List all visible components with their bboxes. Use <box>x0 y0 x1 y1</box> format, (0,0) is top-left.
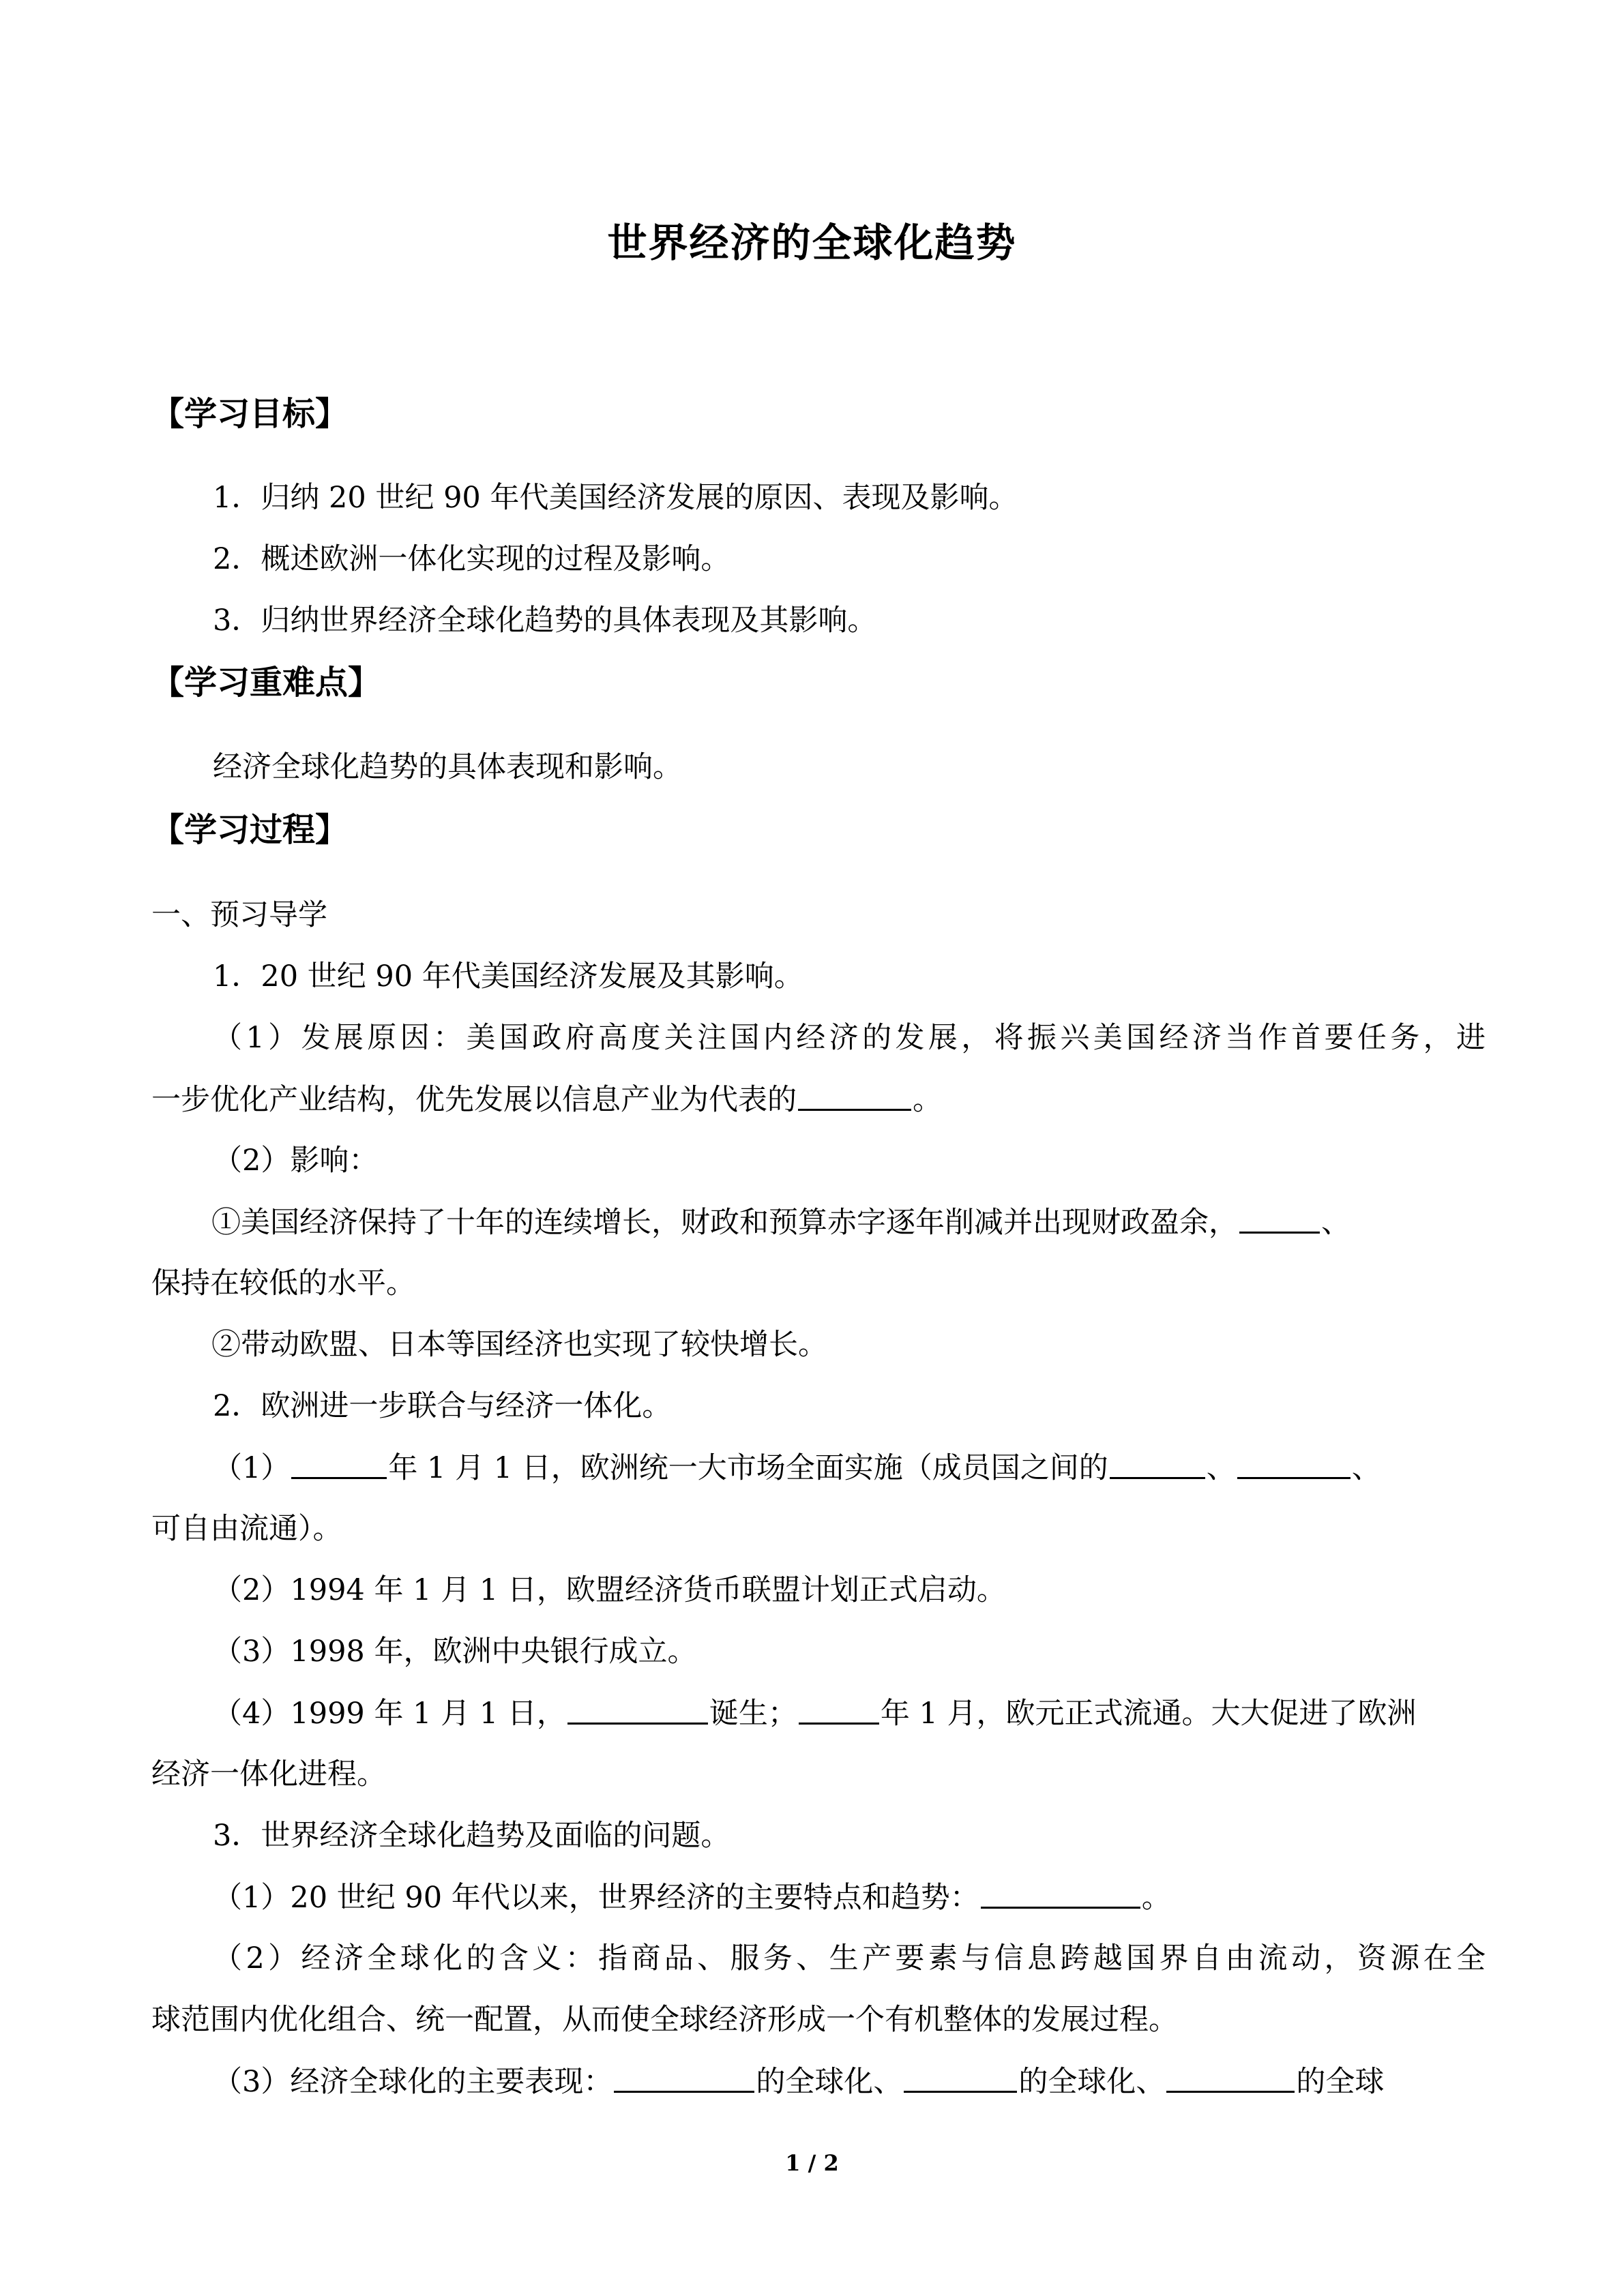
part1-title: 一、预习导学 <box>151 898 327 932</box>
item1-2-1-text: ①美国经济保持了十年的连续增长，财政和预算赤字逐年削减并出现财政盈余， <box>211 1206 1238 1240</box>
item3-3 <box>213 2061 1384 2102</box>
fill-in-blank[interactable] <box>291 1447 387 1479</box>
objective-item-2: 2．概述欧洲一体化实现的过程及影响。 <box>213 542 730 576</box>
page-number: 1 / 2 <box>785 2150 839 2176</box>
item1-2-2: ②带动欧盟、日本等国经济也实现了较快增长。 <box>211 1328 827 1362</box>
item2-4-start: （4）1999 年 1 月 1 日， <box>213 1697 566 1731</box>
fill-in-blank[interactable] <box>904 2061 1017 2093</box>
fill-in-blank[interactable] <box>798 1079 911 1111</box>
item1-2-1-line1 <box>211 1202 1350 1243</box>
fill-in-blank[interactable] <box>1239 1202 1320 1234</box>
objective-item-3: 3．归纳世界经济全球化趋势的具体表现及其影响。 <box>213 603 877 638</box>
fill-in-blank[interactable] <box>1166 2061 1295 2093</box>
item2-4-line2: 经济一体化进程。 <box>151 1757 386 1791</box>
fill-in-blank[interactable] <box>799 1693 879 1725</box>
item3-2-line2: 球范围内优化组合、统一配置，从而使全球经济形成一个有机整体的发展过程。 <box>151 2003 1178 2037</box>
item3-3-a: 的全球化、 <box>756 2065 903 2099</box>
item2-2: （2）1994 年 1 月 1 日，欧盟经济货币联盟计划正式启动。 <box>213 1573 1006 1607</box>
item3-1 <box>213 1877 1171 1918</box>
item2-title: 2．欧洲进一步联合与经济一体化。 <box>213 1389 672 1423</box>
item3-title: 3．世界经济全球化趋势及面临的问题。 <box>213 1819 730 1853</box>
item2-1-end: 、 <box>1351 1451 1381 1485</box>
fill-in-blank[interactable] <box>567 1693 708 1725</box>
keypoints-text: 经济全球化趋势的具体表现和影响。 <box>213 750 682 784</box>
fill-in-blank[interactable] <box>614 2061 754 2093</box>
item2-1-line1 <box>213 1447 1381 1489</box>
item2-4-line1 <box>213 1693 1417 1734</box>
item2-1-start: （1） <box>213 1451 291 1485</box>
item2-3: （3）1998 年，欧洲中央银行成立。 <box>213 1635 697 1669</box>
item2-4-mid: 诞生； <box>709 1697 797 1731</box>
item2-1-sep: 、 <box>1206 1451 1236 1485</box>
fill-in-blank[interactable] <box>1237 1447 1350 1479</box>
item3-1-start: （1）20 世纪 90 年代以来，世界经济的主要特点和趋势： <box>213 1881 979 1915</box>
item1-2-1-line2: 保持在较低的水平。 <box>151 1266 415 1300</box>
document-title: 世界经济的全球化趋势 <box>607 220 1017 266</box>
item1-2-title: （2）影响： <box>213 1144 379 1178</box>
item3-3-start: （3）经济全球化的主要表现： <box>213 2065 613 2099</box>
item3-3-b: 的全球化、 <box>1018 2065 1166 2099</box>
item1-2-1-end: 、 <box>1321 1206 1350 1240</box>
item2-1-line2: 可自由流通）。 <box>151 1512 342 1546</box>
item1-1-line2 <box>151 1079 942 1120</box>
section-heading-process: 【学习过程】 <box>151 811 349 849</box>
section-heading-keypoints: 【学习重难点】 <box>151 664 381 702</box>
item1-1-line2-end: 。 <box>913 1083 942 1117</box>
section-heading-objectives: 【学习目标】 <box>151 395 349 433</box>
item2-4-end: 年 1 月，欧元正式流通。大大促进了欧洲 <box>880 1697 1417 1731</box>
item1-1-line1: （1）发展原因：美国政府高度关注国内经济的发展，将振兴美国经济当作首要任务，进 <box>213 1021 1486 1055</box>
item3-1-end: 。 <box>1141 1881 1171 1915</box>
item2-1-mid: 年 1 月 1 日，欧洲统一大市场全面实施（成员国之间的 <box>388 1451 1108 1485</box>
item3-2-line1: （2）经济全球化的含义：指商品、服务、生产要素与信息跨越国界自由流动，资源在全 <box>213 1941 1486 1976</box>
item1-title: 1．20 世纪 90 年代美国经济发展及其影响。 <box>213 959 803 994</box>
fill-in-blank[interactable] <box>1110 1447 1205 1479</box>
item3-3-c: 的全球 <box>1296 2065 1385 2099</box>
objective-item-1: 1．归纳 20 世纪 90 年代美国经济发展的原因、表现及影响。 <box>213 481 1018 515</box>
fill-in-blank[interactable] <box>981 1877 1140 1909</box>
item1-1-line2-text: 一步优化产业结构，优先发展以信息产业为代表的 <box>151 1083 797 1117</box>
